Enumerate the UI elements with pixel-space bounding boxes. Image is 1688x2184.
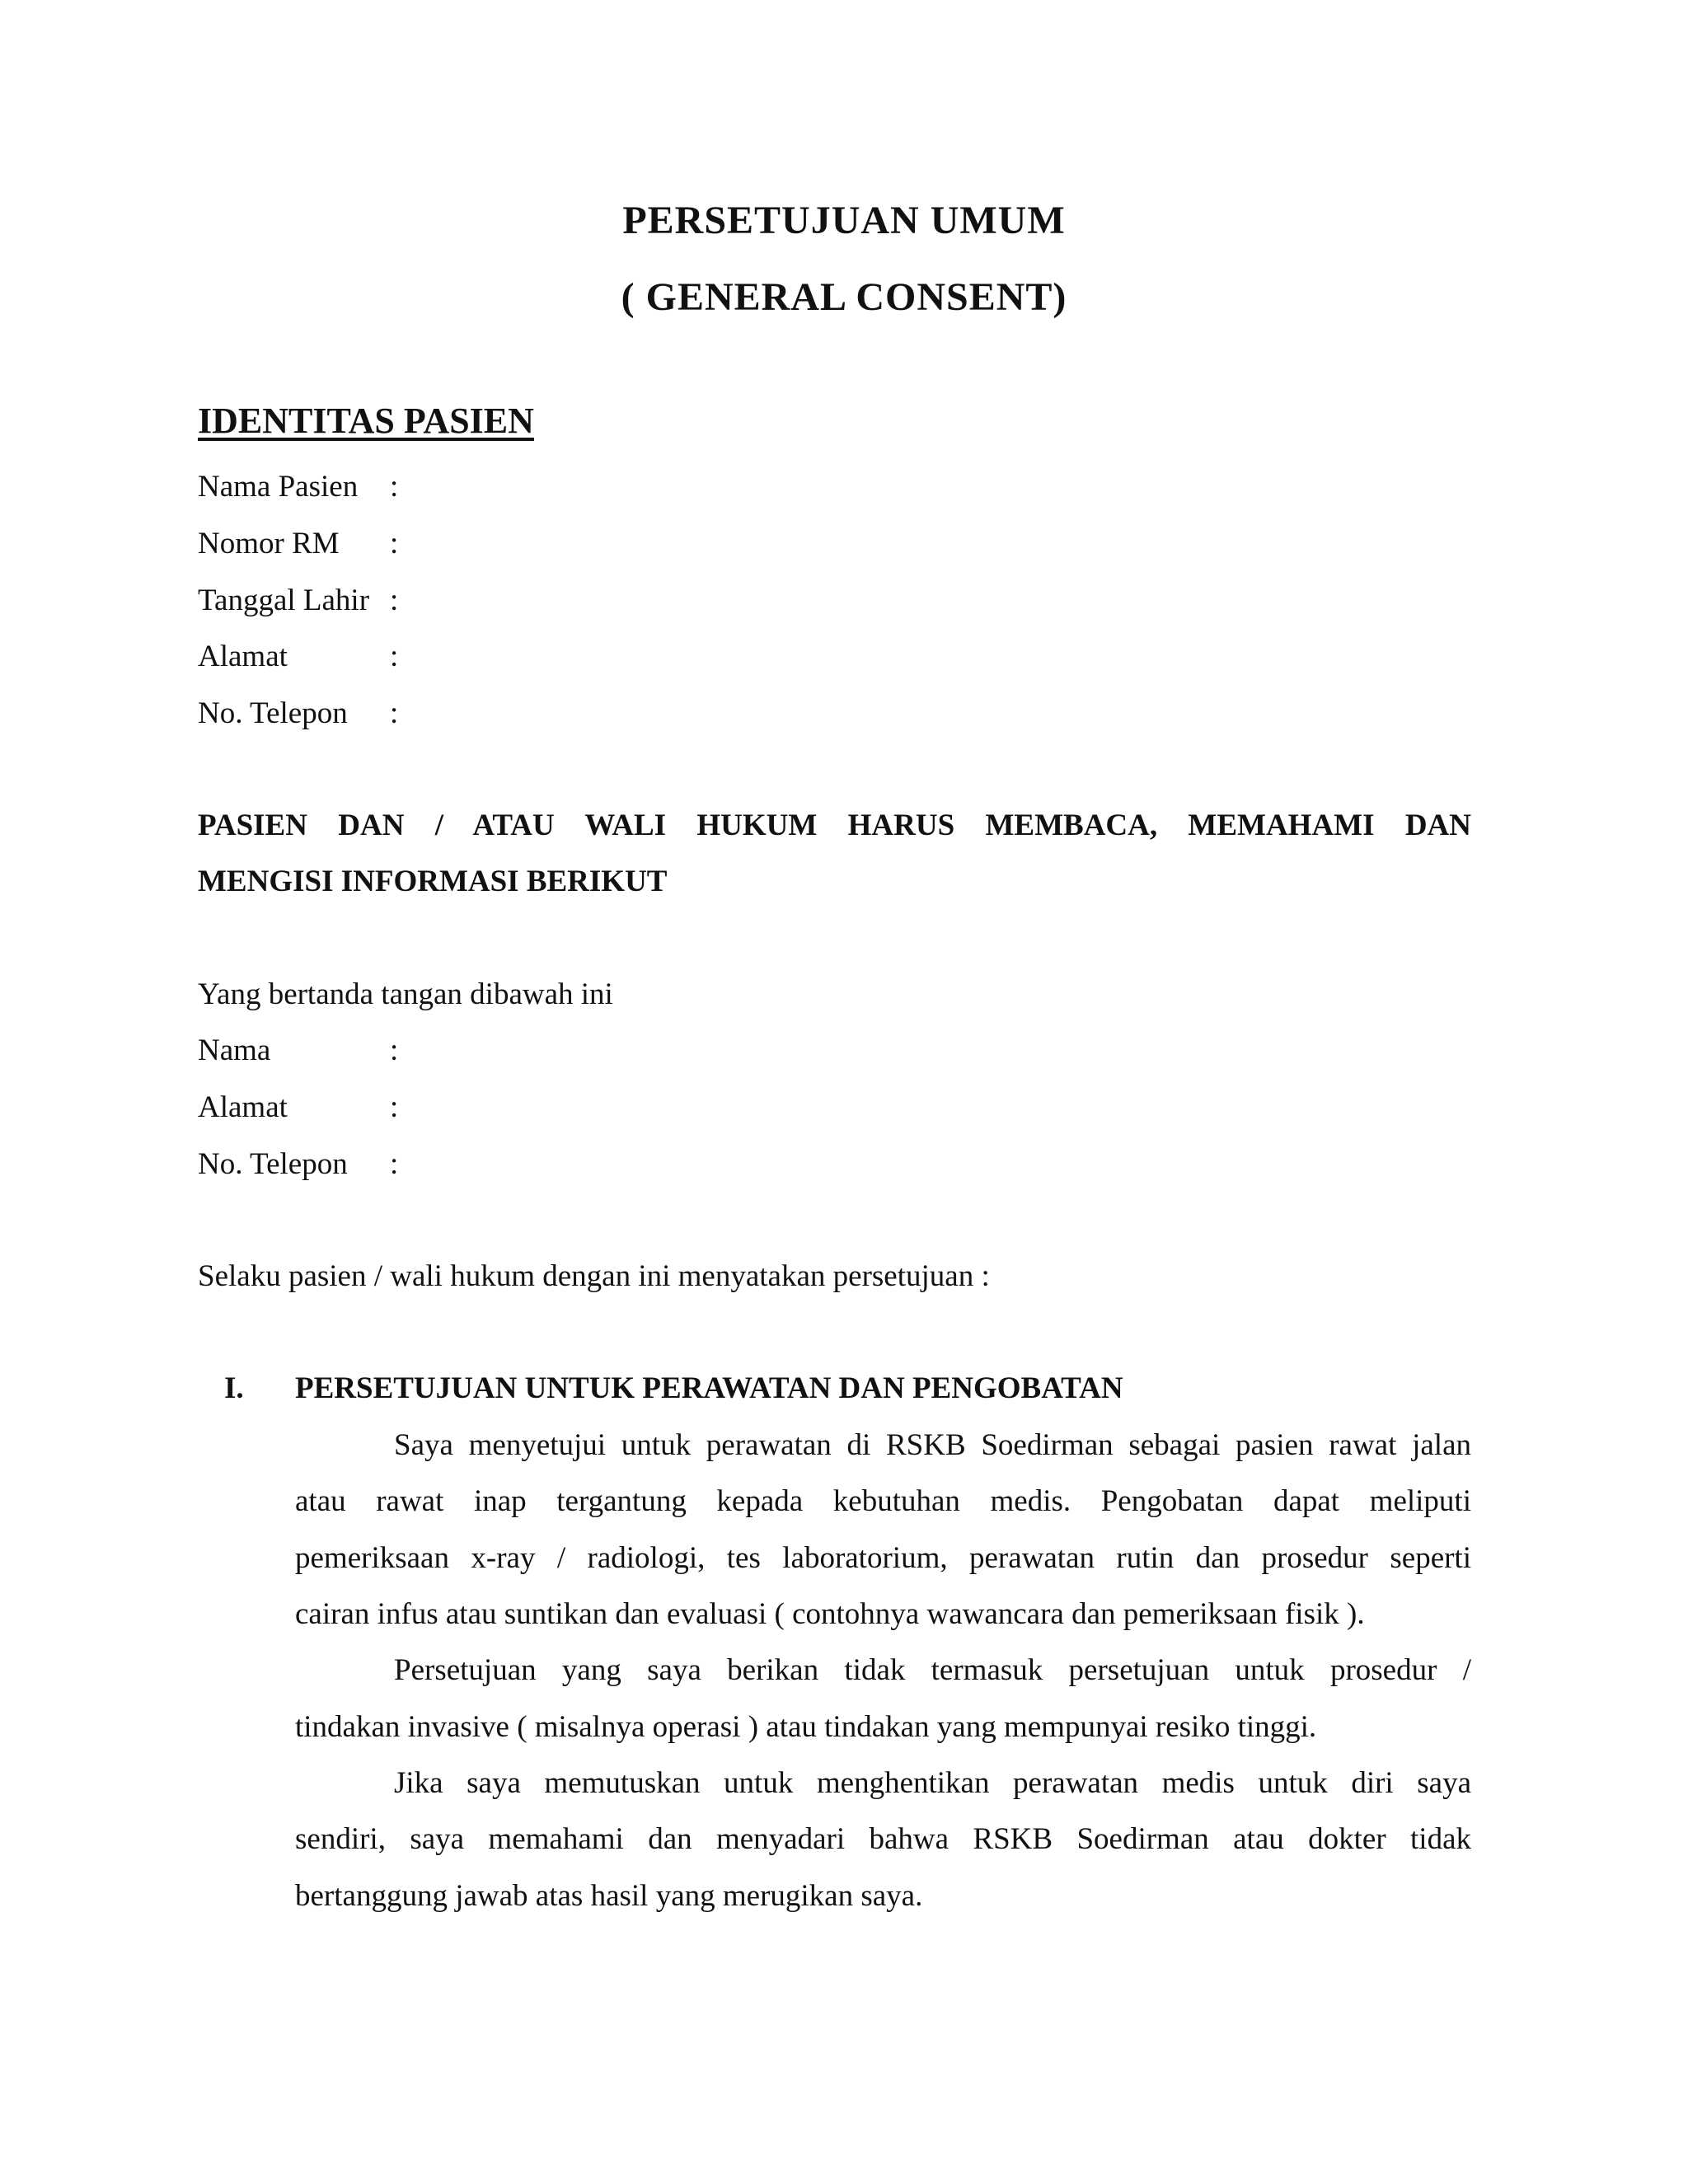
paragraph-line: tindakan invasive ( misalnya operasi ) atau tindakan yang mempunyai resiko tinggi. bbox=[295, 1710, 1317, 1744]
field-colon: : bbox=[390, 640, 399, 673]
section-number: I. bbox=[224, 1371, 244, 1405]
paragraph-line: Persetujuan yang saya berikan tidak termasuk persetujuan untuk prosedur / bbox=[394, 1653, 1471, 1687]
document-subtitle: ( GENERAL CONSENT) bbox=[621, 275, 1067, 319]
field-label: Nama Pasien bbox=[198, 470, 359, 504]
paragraph-line: Saya menyetujui untuk perawatan di RSKB Soedirman sebagai pasien rawat jalan bbox=[394, 1428, 1471, 1462]
field-label: Alamat bbox=[198, 640, 288, 673]
field-label: Nama bbox=[198, 1033, 271, 1067]
signatory-intro: Yang bertanda tangan dibawah ini bbox=[198, 977, 613, 1011]
paragraph-line: bertanggung jawab atas hasil yang merugikan saya. bbox=[295, 1879, 923, 1913]
paragraph-line: atau rawat inap tergantung kepada kebutuhan medis. Pengobatan dapat meliputi bbox=[295, 1484, 1471, 1518]
consent-statement: Selaku pasien / wali hukum dengan ini menyatakan persetujuan : bbox=[198, 1259, 990, 1293]
field-colon: : bbox=[390, 470, 399, 504]
field-colon: : bbox=[390, 583, 399, 617]
field-colon: : bbox=[390, 527, 399, 560]
section-title: PERSETUJUAN UNTUK PERAWATAN DAN PENGOBATAN bbox=[295, 1371, 1123, 1405]
field-colon: : bbox=[390, 696, 399, 730]
document-title: PERSETUJUAN UMUM bbox=[622, 199, 1066, 242]
field-colon: : bbox=[390, 1033, 399, 1067]
instruction-line-1: PASIEN DAN / ATAU WALI HUKUM HARUS MEMBACA, MEMAHAMI DAN bbox=[198, 808, 1471, 842]
field-label: Alamat bbox=[198, 1090, 288, 1124]
instruction-line-2: MENGISI INFORMASI BERIKUT bbox=[198, 865, 668, 898]
paragraph-line: cairan infus atau suntikan dan evaluasi ( contohnya wawancara dan pemeriksaan fisik ). bbox=[295, 1597, 1365, 1631]
paragraph-line: Jika saya memutuskan untuk menghentikan perawatan medis untuk diri saya bbox=[394, 1766, 1471, 1800]
field-label: No. Telepon bbox=[198, 696, 348, 730]
paragraph-line: sendiri, saya memahami dan menyadari bahwa RSKB Soedirman atau dokter tidak bbox=[295, 1822, 1471, 1856]
patient-identity-heading: IDENTITAS PASIEN bbox=[198, 401, 534, 441]
field-label: Nomor RM bbox=[198, 527, 340, 560]
field-colon: : bbox=[390, 1147, 399, 1181]
field-colon: : bbox=[390, 1090, 399, 1124]
paragraph-line: pemeriksaan x-ray / radiologi, tes laboratorium, perawatan rutin dan prosedur seperti bbox=[295, 1541, 1471, 1575]
field-label: Tanggal Lahir bbox=[198, 583, 370, 617]
field-label: No. Telepon bbox=[198, 1147, 348, 1181]
